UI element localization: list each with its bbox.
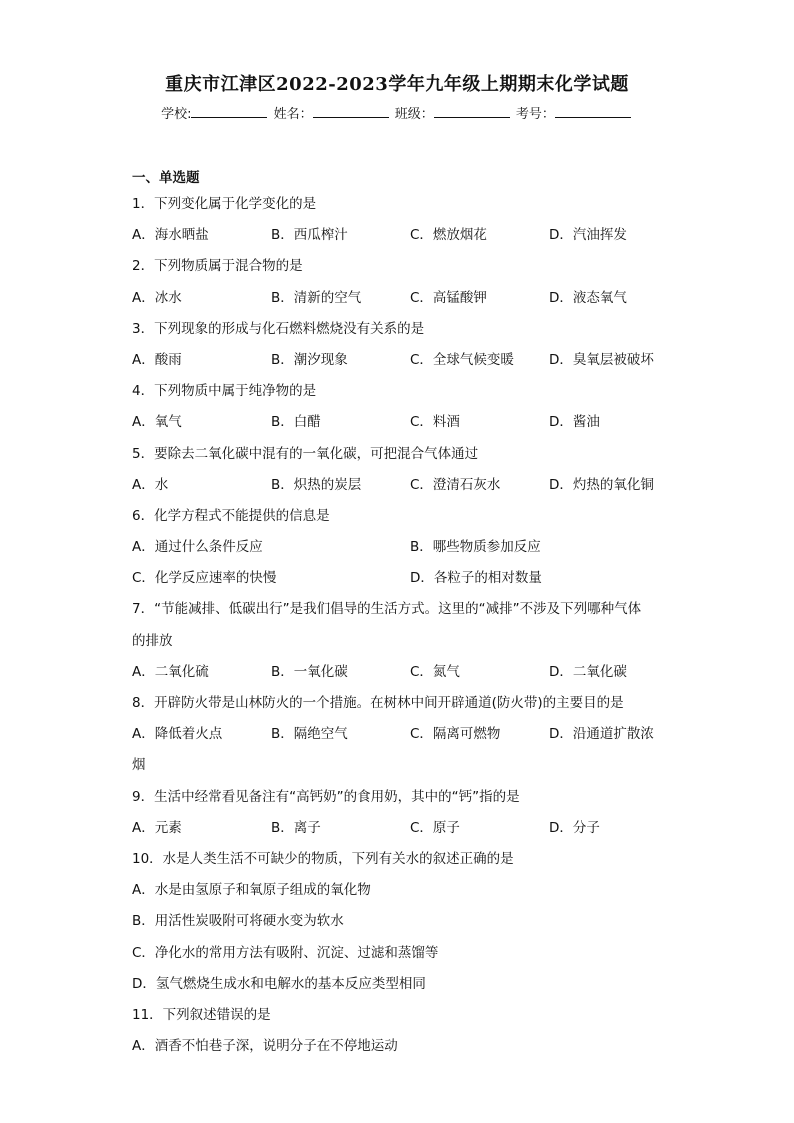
exam-title: 重庆市江津区2022-2023学年九年级上期期末化学试题	[165, 74, 629, 95]
question-stem: 5．要除去二氧化碳中混有的一氧化碳，可把混合气体通过	[132, 445, 479, 462]
option-a: A．水是由氢原子和氧原子组成的氧化物	[132, 882, 371, 899]
option-d-continued: 烟	[132, 757, 146, 774]
option-d: D．分子	[549, 819, 600, 836]
option-a: A．二氧化硫	[132, 663, 209, 680]
option-c: C．净化水的常用方法有吸附、沉淀、过滤和蒸馏等	[132, 944, 439, 961]
question-stem: 4．下列物质中属于纯净物的是	[132, 383, 317, 400]
option-c: C．澄清石灰水	[410, 476, 501, 493]
option-a: A．海水晒盐	[132, 227, 209, 244]
question-stem: 9．生活中经常看见备注有“高钙奶”的食用奶，其中的“钙”指的是	[132, 788, 520, 805]
option-a: A．水	[132, 476, 169, 493]
option-b: B．潮汐现象	[271, 351, 348, 368]
option-row	[132, 563, 660, 594]
option-row	[132, 532, 660, 563]
option-d: D．沿通道扩散浓	[549, 726, 654, 743]
option-c: C．原子	[410, 819, 460, 836]
question-stem: 7．“节能减排、低碳出行”是我们倡导的生活方式。这里的“减排”不涉及下列哪种气体	[132, 601, 642, 618]
option-c: C．高锰酸钾	[410, 289, 487, 306]
option-a: A．元素	[132, 819, 182, 836]
question-stem: 6．化学方程式不能提供的信息是	[132, 507, 330, 524]
option-b: B．炽热的炭层	[271, 476, 362, 493]
option-b: B．隔绝空气	[271, 726, 348, 743]
school-label: 学校:	[161, 107, 192, 122]
student-info-row	[0, 103, 794, 122]
option-b: B．离子	[271, 819, 321, 836]
option-row	[132, 813, 660, 844]
option-c: C．全球气候变暖	[410, 351, 514, 368]
name-blank	[313, 105, 389, 118]
option-row	[132, 407, 660, 438]
class-label: 班级：	[394, 107, 434, 122]
question-stem: 8．开辟防火带是山林防火的一个措施。在树林中间开辟通道(防火带)的主要目的是	[132, 695, 624, 711]
option-d: D．臭氧层被破坏	[549, 351, 654, 368]
option-c: C．化学反应速率的快慢	[132, 570, 277, 587]
question-stem-continued: 的排放	[132, 632, 173, 649]
option-d: D．氢气燃烧生成水和电解水的基本反应类型相同	[132, 975, 426, 992]
option-b: B．白醋	[271, 414, 321, 431]
question-stem: 1．下列变化属于化学变化的是	[132, 196, 317, 212]
option-d: D．液态氧气	[549, 289, 627, 306]
option-c: C．料酒	[410, 414, 460, 431]
school-blank	[191, 105, 267, 118]
option-d: D．灼热的氧化铜	[549, 476, 654, 493]
question-stem: 11．下列叙述错误的是	[132, 1006, 271, 1023]
name-label: 姓名：	[273, 107, 313, 122]
option-row	[132, 283, 660, 314]
option-d: D．汽油挥发	[549, 227, 627, 244]
question-list	[132, 189, 660, 1062]
option-c: C．氮气	[410, 663, 460, 680]
section-heading: 一、单选题	[132, 170, 200, 186]
examno-label: 考号：	[515, 107, 555, 122]
question-stem: 10．水是人类生活不可缺少的物质，下列有关水的叙述正确的是	[132, 850, 514, 867]
option-row	[132, 470, 660, 501]
option-b: B．哪些物质参加反应	[410, 539, 541, 556]
option-d: D．酱油	[549, 414, 600, 431]
option-b: B．西瓜榨汁	[271, 227, 348, 244]
option-row	[132, 719, 660, 750]
option-a: A．酒香不怕巷子深，说明分子在不停地运动	[132, 1038, 398, 1055]
option-row	[132, 345, 660, 376]
option-row	[132, 657, 660, 688]
question-stem: 2．下列物质属于混合物的是	[132, 258, 303, 275]
option-a: A．酸雨	[132, 351, 182, 368]
option-c: C．隔离可燃物	[410, 726, 501, 743]
option-d: D．二氧化碳	[549, 663, 627, 680]
option-c: C．燃放烟花	[410, 227, 487, 244]
examno-blank	[555, 105, 631, 118]
option-a: A．冰水	[132, 289, 182, 306]
option-a: A．氧气	[132, 414, 182, 431]
option-a: A．通过什么条件反应	[132, 539, 263, 556]
option-b: B．用活性炭吸附可将硬水变为软水	[132, 913, 344, 930]
option-row	[132, 220, 660, 251]
option-a: A．降低着火点	[132, 726, 223, 743]
option-d: D．各粒子的相对数量	[410, 570, 542, 587]
option-b: B．一氧化碳	[271, 663, 348, 680]
question-stem: 3．下列现象的形成与化石燃料燃烧没有关系的是	[132, 320, 425, 337]
class-blank	[434, 105, 510, 118]
option-b: B．清新的空气	[271, 289, 362, 306]
